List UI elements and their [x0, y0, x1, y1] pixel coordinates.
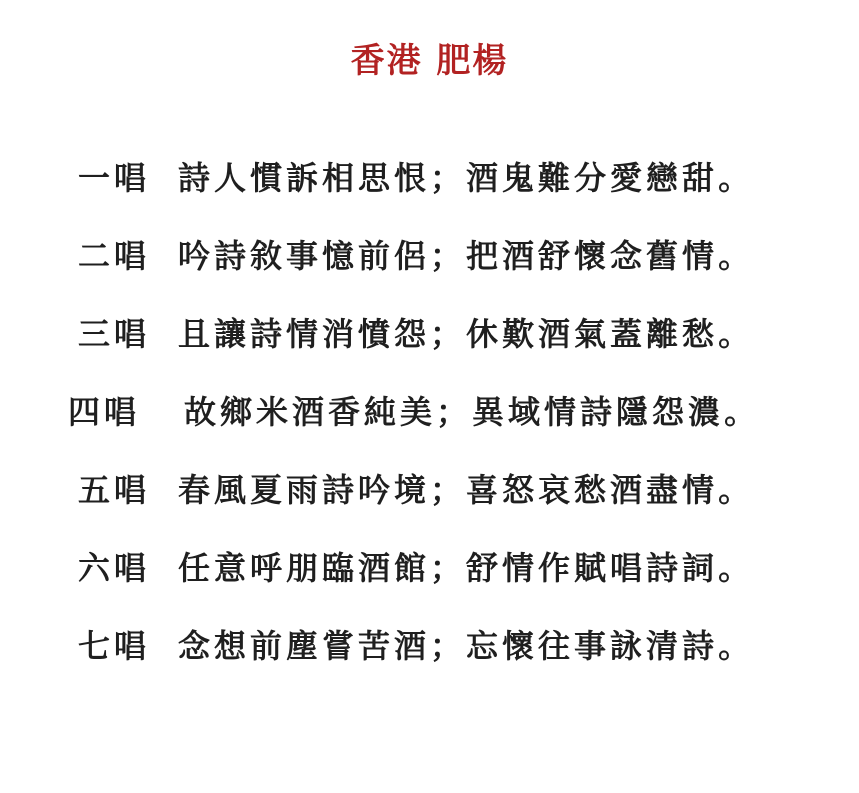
line-end-mark: 。: [718, 549, 755, 587]
line-right-verse: 休歎酒氣蓋離愁: [466, 315, 719, 353]
page-title: 香港 肥楊: [350, 41, 509, 81]
line-left-verse: 吟詩敘事憶前侶: [178, 237, 431, 275]
line-left-verse: 任意呼朋臨酒館: [178, 549, 431, 587]
poem-line-6: [0, 540, 859, 618]
line-separator: ；: [430, 549, 467, 587]
line-separator: ；: [430, 237, 467, 275]
line-right-verse: 忘懷往事詠清詩: [466, 627, 719, 665]
line-end-mark: 。: [718, 627, 755, 665]
poem-line-7: [0, 618, 859, 696]
line-number: 七唱: [78, 627, 151, 665]
line-left-verse: 且讓詩情消憤怨: [178, 315, 431, 353]
line-number: 一唱: [78, 159, 151, 197]
line-left-verse: 春風夏雨詩吟境: [178, 471, 431, 509]
poem-body: [0, 150, 859, 696]
line-number: 二唱: [78, 237, 151, 275]
line-end-mark: 。: [718, 237, 755, 275]
line-left-verse: 詩人慣訴相思恨: [178, 159, 431, 197]
line-separator: ；: [436, 393, 473, 431]
line-right-verse: 異域情詩隱怨濃: [472, 393, 725, 431]
line-end-mark: 。: [718, 315, 755, 353]
line-separator: ；: [430, 471, 467, 509]
line-number: 五唱: [78, 471, 151, 509]
poem-line-2: [0, 228, 859, 306]
line-separator: ；: [430, 315, 467, 353]
line-left-verse: 念想前塵嘗苦酒: [178, 627, 431, 665]
line-separator: ；: [430, 627, 467, 665]
line-number: 四唱: [68, 393, 141, 431]
line-end-mark: 。: [718, 159, 755, 197]
line-right-verse: 酒鬼難分愛戀甜: [466, 159, 719, 197]
line-right-verse: 把酒舒懷念舊情: [466, 237, 719, 275]
line-end-mark: 。: [718, 471, 755, 509]
line-separator: ；: [430, 159, 467, 197]
line-left-verse: 故鄉米酒香純美: [184, 393, 437, 431]
poem-line-5: [0, 462, 859, 540]
poem-line-4: [0, 384, 859, 462]
line-end-mark: 。: [724, 393, 761, 431]
line-right-verse: 喜怒哀愁酒盡情: [466, 471, 719, 509]
poem-line-1: [0, 150, 859, 228]
line-right-verse: 舒情作賦唱詩詞: [466, 549, 719, 587]
line-number: 三唱: [78, 315, 151, 353]
poem-line-3: [0, 306, 859, 384]
line-number: 六唱: [78, 549, 151, 587]
